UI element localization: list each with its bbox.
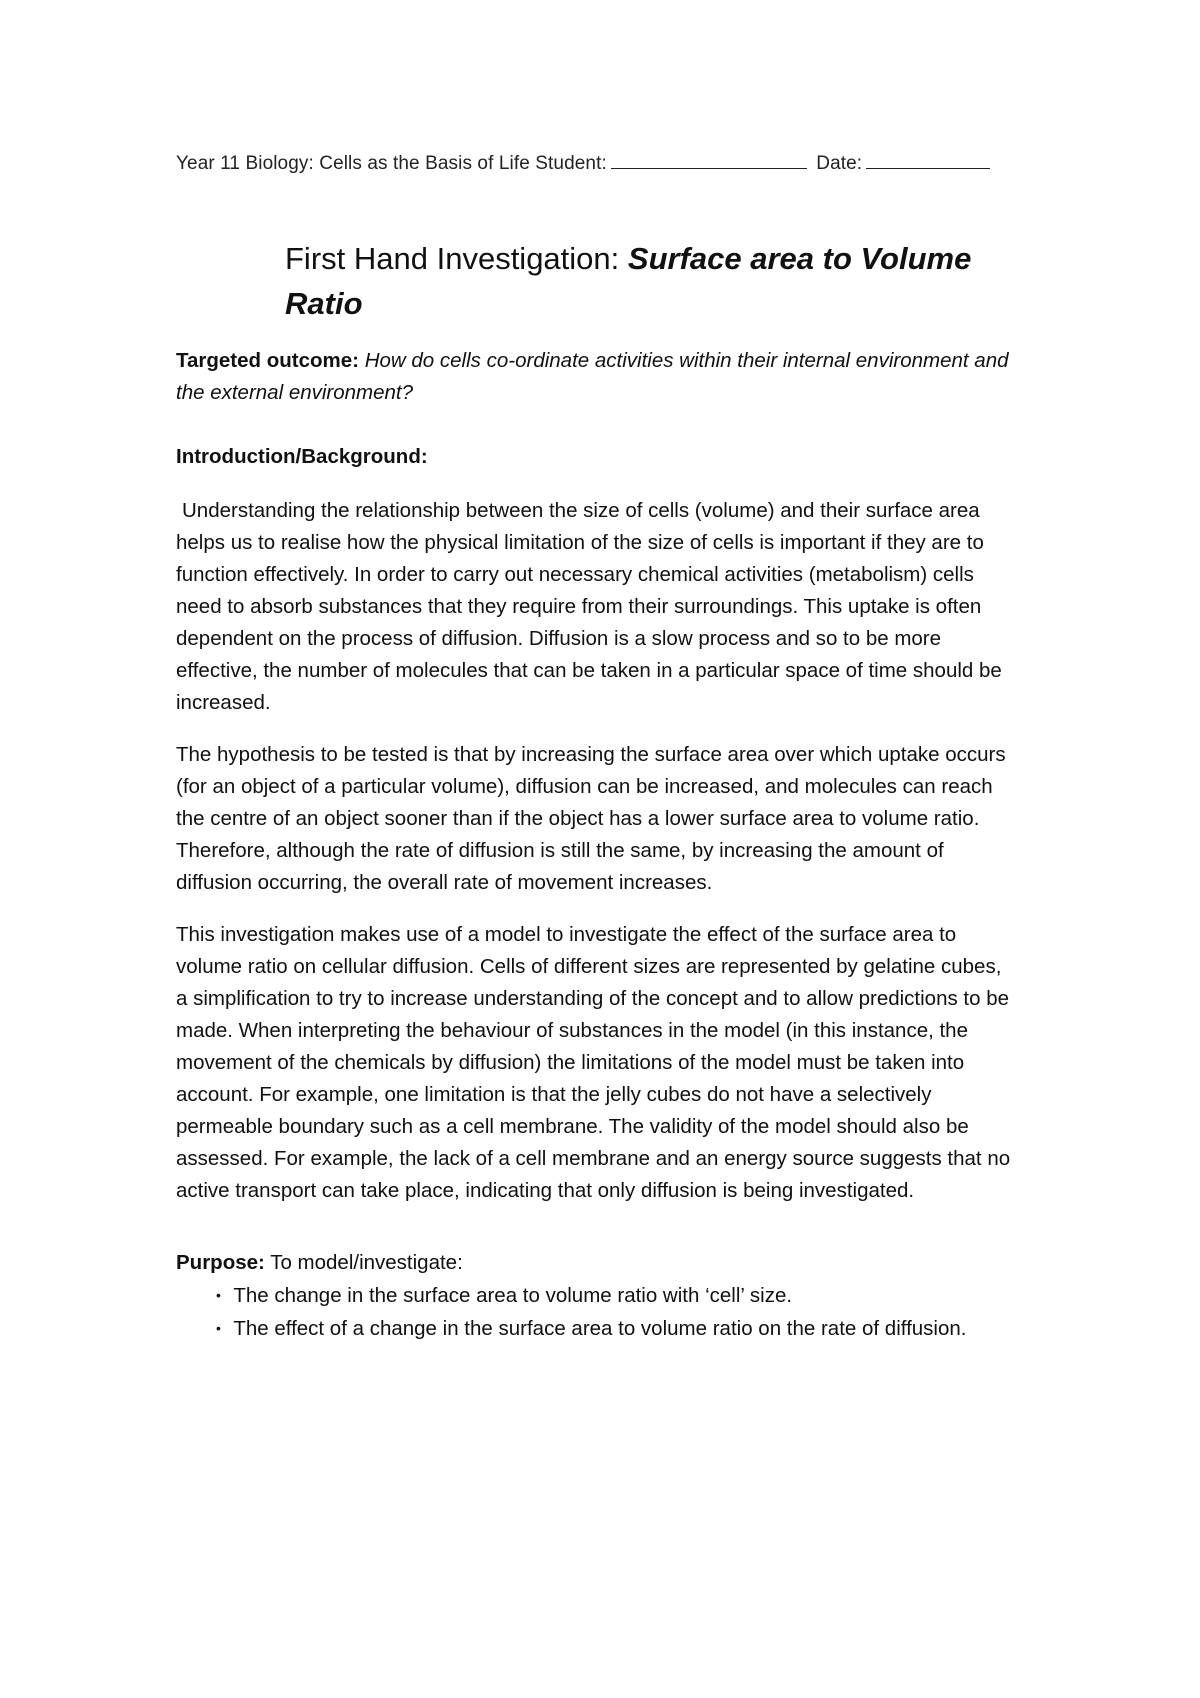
student-label: Student: xyxy=(535,153,607,174)
purpose-item-1: The change in the surface area to volume ratio with ‘cell’ size. xyxy=(233,1284,793,1307)
purpose-text: To model/investigate: xyxy=(270,1251,463,1274)
date-label: Date: xyxy=(816,153,863,174)
page-title xyxy=(285,236,1025,326)
bullet-icon: • xyxy=(216,1320,221,1336)
list-item xyxy=(216,1279,1016,1312)
intro-heading: Introduction/Background: xyxy=(176,445,428,468)
document-body xyxy=(176,345,1016,1345)
targeted-outcome-label: Targeted outcome: xyxy=(176,349,359,372)
intro-paragraph-3: This investigation makes use of a model to investigate the effect of the surface area to volume ratio on cellular diffusion. Cells of different sizes are represented by gelatine cubes, a simplification to try to increase understanding of the concept and to allow predictions to be made. When interpreting the behaviour of substances in the model (in this instance, the movement of the chemicals by diffusion) the limitations of the model must be taken into account. For example, one limitation is that the jelly cubes do not have a selectively permeable boundary such as a cell membrane. The validity of the model should also be assessed. For example, the lack of a cell membrane and an energy source suggests that no active transport can take place, indicating that only diffusion is being investigated. xyxy=(176,923,1011,1202)
purpose-item-2: The effect of a change in the surface area to volume ratio on the rate of diffusion. xyxy=(233,1317,967,1340)
course-title: Year 11 Biology: Cells as the Basis of Life xyxy=(176,153,530,174)
purpose-list xyxy=(176,1279,1016,1345)
intro-paragraph-2: The hypothesis to be tested is that by increasing the surface area over which uptake occurs (for an object of a particular volume), diffusion can be increased, and molecules can reach the centre of an object sooner than if the object has a lower surface area to volume ratio. Therefore, although the rate of diffusion is still the same, by increasing the amount of diffusion occurring, the overall rate of movement increases. xyxy=(176,743,1006,894)
worksheet-header xyxy=(176,150,994,175)
student-name-blank[interactable] xyxy=(611,150,807,169)
date-blank[interactable] xyxy=(866,150,990,169)
title-emphasis: Surface area to Volume Ratio xyxy=(285,241,972,321)
targeted-outcome-text: How do cells co-ordinate activities within their internal environment and the external environment? xyxy=(176,349,1009,404)
bullet-icon: • xyxy=(216,1287,221,1303)
intro-paragraph-1: Understanding the relationship between the size of cells (volume) and their surface area helps us to realise how the physical limitation of the size of cells is important if they are to function effectively. In order to carry out necessary chemical activities (metabolism) cells need to absorb substances that they require from their surroundings. This uptake is often dependent on the process of diffusion. Diffusion is a slow process and so to be more effective, the number of molecules that can be taken in a particular space of time should be increased. xyxy=(176,499,1002,714)
list-item xyxy=(216,1312,1016,1345)
title-prefix: First Hand Investigation: xyxy=(285,241,628,276)
purpose-label: Purpose: xyxy=(176,1251,265,1274)
purpose-line xyxy=(176,1247,1016,1279)
targeted-outcome xyxy=(176,345,1016,409)
